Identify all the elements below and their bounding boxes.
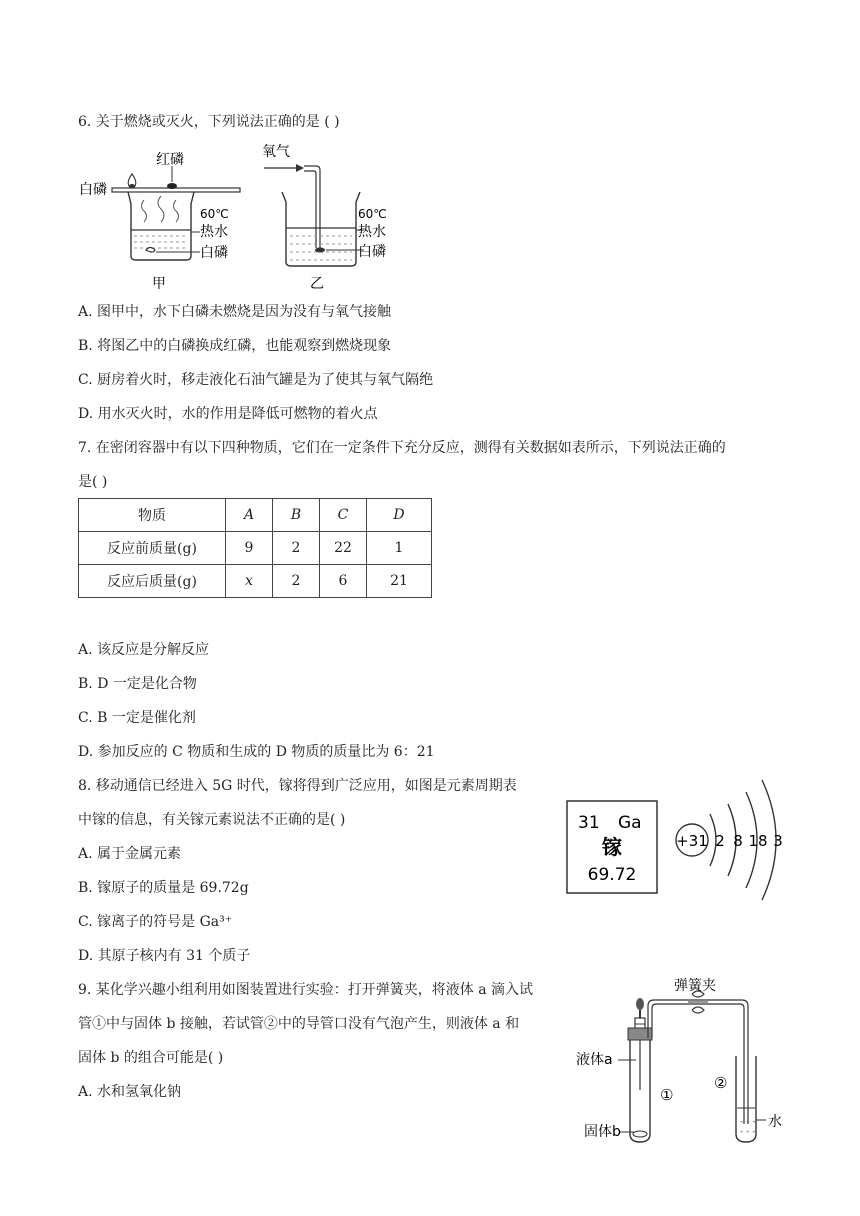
label-white-phosphorus-jia: 白磷 <box>200 245 228 261</box>
label-clamp: 弹簧夹 <box>674 978 716 994</box>
label-hot-water-yi: 热水 <box>358 224 386 240</box>
q9-option-a: A. 水和氢氧化钠 <box>78 1084 182 1100</box>
q6-option-b: B. 将图乙中的白磷换成红磷，也能观察到燃烧现象 <box>78 338 392 354</box>
element-mass: 69.72 <box>587 865 637 885</box>
label-hot-water-jia: 热水 <box>200 224 228 240</box>
label-oxygen: 氧气 <box>262 144 290 160</box>
table-header-cell: B <box>273 499 320 532</box>
svg-text:- - -: - - - <box>740 1117 756 1127</box>
label-liquid-a: 液体a <box>576 1052 613 1068</box>
q6-figure-yi <box>246 136 406 294</box>
table-cell: 反应前质量(g) <box>79 532 226 565</box>
table-cell: 2 <box>273 565 320 598</box>
label-temp-jia: 60℃ <box>200 207 229 221</box>
table-header-cell: A <box>226 499 273 532</box>
q7-stem-line1: 7. 在密闭容器中有以下四种物质，它们在一定条件下充分反应，测得有关数据如表所示，下列说法正确的 <box>78 440 726 456</box>
element-name: 镓 <box>602 835 622 859</box>
q8-option-a: A. 属于金属元素 <box>78 846 182 862</box>
table-header-cell: C <box>320 499 367 532</box>
table-cell: 6 <box>320 565 367 598</box>
table-cell: x <box>226 565 273 598</box>
label-tube-1: ① <box>660 1086 674 1104</box>
q7-data-table <box>78 498 432 598</box>
table-cell: 21 <box>367 565 432 598</box>
q8-stem-line2: 中镓的信息，有关镓元素说法不正确的是( ) <box>78 812 346 828</box>
table-header-cell: 物质 <box>79 499 226 532</box>
q8-atom-structure <box>670 776 788 906</box>
q7-option-b: B. D 一定是化合物 <box>78 676 197 692</box>
table-row <box>79 532 432 565</box>
shell-electrons: 8 <box>733 832 743 850</box>
q9-apparatus <box>574 972 792 1148</box>
table-header-row <box>79 499 432 532</box>
q6-stem: 6. 关于燃烧或灭火，下列说法正确的是 ( ) <box>78 114 340 130</box>
q7-stem-line2: 是( ) <box>78 474 108 490</box>
q8-stem-line1: 8. 移动通信已经进入 5G 时代，镓将得到广泛应用，如图是元素周期表 <box>78 778 517 794</box>
label-red-phosphorus: 红磷 <box>156 152 184 168</box>
shell-electrons: 18 <box>748 832 768 850</box>
q6-figure-jia <box>76 144 266 294</box>
q6-option-c: C. 厨房着火时，移走液化石油气罐是为了使其与氧气隔绝 <box>78 372 434 388</box>
table-cell: 反应后质量(g) <box>79 565 226 598</box>
q8-option-c: C. 镓离子的符号是 Ga³⁺ <box>78 914 233 930</box>
label-tube-2: ② <box>714 1074 728 1092</box>
caption-jia: 甲 <box>152 276 166 292</box>
table-cell: 22 <box>320 532 367 565</box>
shell-electrons: 3 <box>773 832 783 850</box>
q8-element-card <box>566 800 658 894</box>
element-symbol: Ga <box>618 813 642 833</box>
q8-option-d: D. 其原子核内有 31 个质子 <box>78 948 251 964</box>
nucleus-charge: +31 <box>676 832 708 850</box>
label-white-phosphorus-left: 白磷 <box>79 182 107 198</box>
label-white-phosphorus-yi: 白磷 <box>358 244 386 260</box>
shell-electrons: 2 <box>715 832 725 850</box>
label-water: 水 <box>768 1114 782 1130</box>
label-temp-yi: 60℃ <box>358 207 387 221</box>
element-number: 31 <box>578 813 600 833</box>
table-row <box>79 565 432 598</box>
q8-option-b: B. 镓原子的质量是 69.72g <box>78 880 249 896</box>
q9-stem-line3: 固体 b 的组合可能是( ) <box>78 1050 224 1066</box>
q6-option-a: A. 图甲中，水下白磷未燃烧是因为没有与氧气接触 <box>78 304 392 320</box>
table-cell: 2 <box>273 532 320 565</box>
label-solid-b: 固体b <box>584 1124 621 1140</box>
q7-option-d: D. 参加反应的 C 物质和生成的 D 物质的质量比为 6：21 <box>78 744 435 760</box>
q7-option-c: C. B 一定是催化剂 <box>78 710 196 726</box>
table-cell: 9 <box>226 532 273 565</box>
q9-stem-line1: 9. 某化学兴趣小组利用如图装置进行实验：打开弹簧夹，将液体 a 滴入试 <box>78 982 534 998</box>
q6-option-d: D. 用水灭火时，水的作用是降低可燃物的着火点 <box>78 406 378 422</box>
caption-yi: 乙 <box>310 276 324 292</box>
q9-stem-line2: 管①中与固体 b 接触，若试管②中的导管口没有气泡产生，则液体 a 和 <box>78 1016 520 1032</box>
table-header-cell: D <box>367 499 432 532</box>
table-cell: 1 <box>367 532 432 565</box>
q7-option-a: A. 该反应是分解反应 <box>78 642 210 658</box>
svg-text:- - -: - - - <box>740 1127 756 1137</box>
